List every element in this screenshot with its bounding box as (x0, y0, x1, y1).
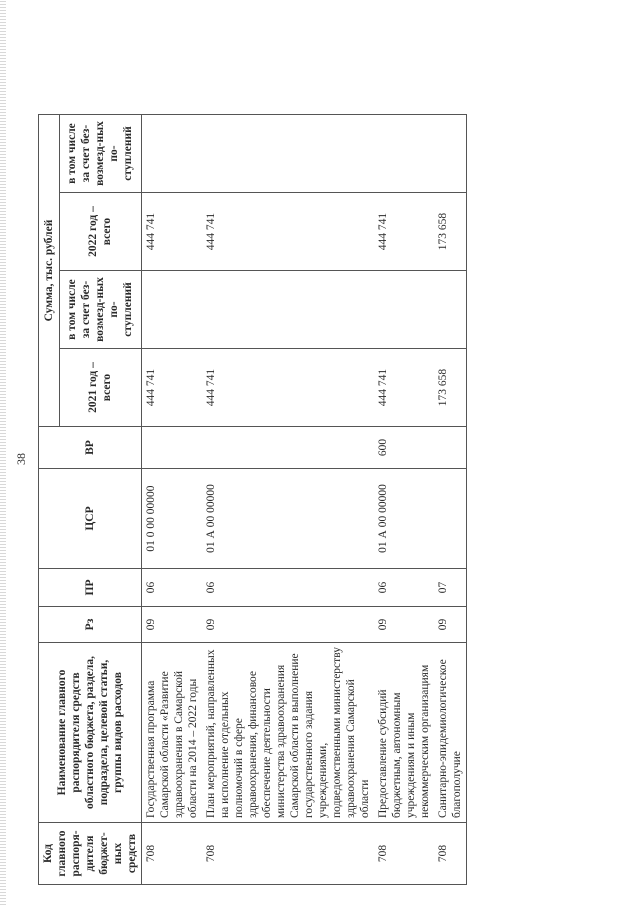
cell-vr (434, 427, 467, 469)
cell-pr: 06 (202, 569, 374, 607)
cell-total-2021: 173 658 (434, 349, 467, 427)
cell-name: План мероприятий, направленных на исполнение отдельных полномочий в сфере здравоохранения, финансовое обеспечение деятельности министерства здравоохранения Самарской области в выполнение государственного задания учреждениями, подведомственными министерству здравоохранения Самарской области (202, 643, 374, 823)
cell-gratuitous-2022 (202, 115, 374, 193)
cell-csr: 01 А 00 00000 (202, 469, 374, 569)
header-rz: Рз (39, 607, 142, 643)
cell-csr: 01 0 00 00000 (142, 469, 203, 569)
cell-total-2022: 444 741 (142, 193, 203, 271)
cell-total-2021: 444 741 (374, 349, 434, 427)
cell-total-2022: 444 741 (374, 193, 434, 271)
cell-rz: 09 (374, 607, 434, 643)
page-number: 38 (14, 453, 28, 465)
cell-total-2021: 444 741 (202, 349, 374, 427)
header-code: Код главного распоря-дителя бюджет-ных средств (39, 823, 142, 885)
cell-code: 708 (142, 823, 203, 885)
header-vr: ВР (39, 427, 142, 469)
header-row-1 (39, 115, 60, 885)
cell-vr (202, 427, 374, 469)
cell-rz: 09 (434, 607, 467, 643)
table-row (374, 115, 434, 885)
cell-code: 708 (202, 823, 374, 885)
table-row (202, 115, 374, 885)
header-total-2021: 2021 год – всего (59, 349, 141, 427)
cell-pr: 06 (142, 569, 203, 607)
cell-gratuitous-2022 (434, 115, 467, 193)
cell-gratuitous-2022 (142, 115, 203, 193)
cell-total-2022: 173 658 (434, 193, 467, 271)
cell-pr: 06 (374, 569, 434, 607)
header-sum: Сумма, тыс. рублей (39, 115, 60, 427)
cell-name: Предоставление субсидий бюджетным, автономным учреждениям и иным некоммерческим организациям (374, 643, 434, 823)
cell-name: Государственная программа Самарской области «Развитие здравоохранения в Самарской области на 2014 – 2022 годы (142, 643, 203, 823)
header-gratuitous-2021: в том числе за счет без-возмезд-ных по-ступлений (59, 271, 141, 349)
cell-gratuitous-2021 (202, 271, 374, 349)
cell-rz: 09 (142, 607, 203, 643)
table-row (434, 115, 467, 885)
cell-code: 708 (374, 823, 434, 885)
table-row (142, 115, 203, 885)
header-total-2022: 2022 год – всего (59, 193, 141, 271)
cell-total-2021: 444 741 (142, 349, 203, 427)
cell-csr (434, 469, 467, 569)
cell-gratuitous-2021 (374, 271, 434, 349)
cell-vr (142, 427, 203, 469)
cell-name: Санитарно-эпидемиологическое благополучие (434, 643, 467, 823)
cell-vr: 600 (374, 427, 434, 469)
cell-gratuitous-2021 (142, 271, 203, 349)
cell-gratuitous-2022 (374, 115, 434, 193)
header-gratuitous-2022: в том числе за счет без-возмезд-ных по-ступлений (59, 115, 141, 193)
cell-rz: 09 (202, 607, 374, 643)
cell-pr: 07 (434, 569, 467, 607)
budget-table (38, 114, 467, 885)
header-csr: ЦСР (39, 469, 142, 569)
cell-total-2022: 444 741 (202, 193, 374, 271)
cell-code: 708 (434, 823, 467, 885)
header-name: Наименование главного распорядителя средств областного бюджета, раздела, подраздела, целевой статьи, группы видов расходов (39, 643, 142, 823)
header-pr: ПР (39, 569, 142, 607)
cell-csr: 01 А 00 00000 (374, 469, 434, 569)
cell-gratuitous-2021 (434, 271, 467, 349)
